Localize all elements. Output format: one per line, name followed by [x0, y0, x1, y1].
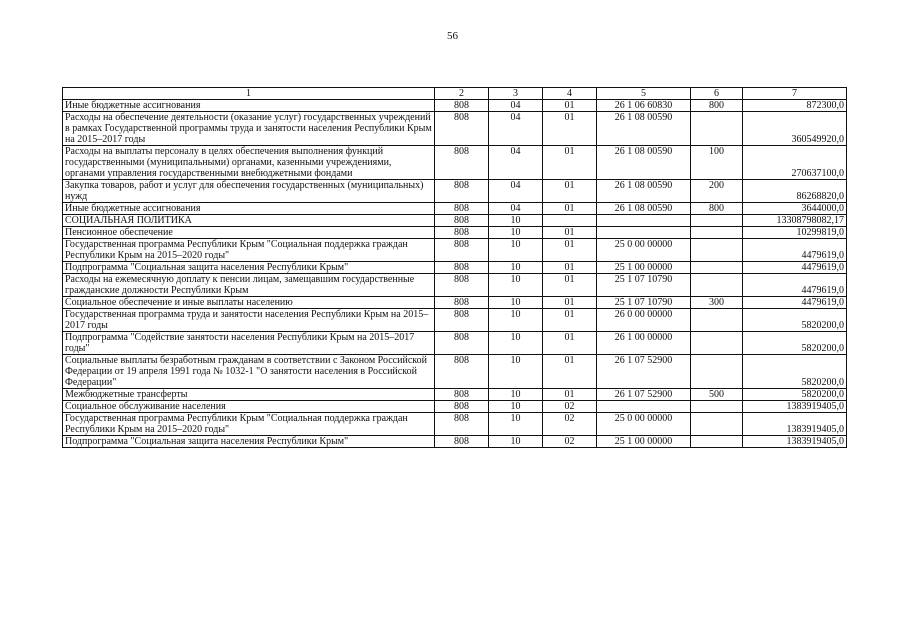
cell-expense-type [691, 215, 743, 227]
cell-expense-type [691, 436, 743, 448]
cell-target-item: 26 1 08 00590 [597, 146, 691, 180]
cell-amount: 4479619,0 [743, 297, 847, 309]
cell-amount: 10299819,0 [743, 227, 847, 239]
cell-name: Межбюджетные трансферты [63, 389, 435, 401]
table-row [63, 112, 847, 146]
budget-table [62, 87, 847, 448]
cell-admin-code: 808 [435, 297, 489, 309]
cell-expense-type [691, 239, 743, 262]
cell-section: 10 [489, 274, 543, 297]
cell-subsection: 01 [543, 332, 597, 355]
cell-subsection: 01 [543, 227, 597, 239]
cell-target-item: 25 1 00 00000 [597, 436, 691, 448]
table-row [63, 332, 847, 355]
table-row [63, 413, 847, 436]
cell-admin-code: 808 [435, 146, 489, 180]
header-cell: 2 [435, 88, 489, 100]
cell-admin-code: 808 [435, 309, 489, 332]
cell-subsection: 02 [543, 413, 597, 436]
cell-amount: 1383919405,0 [743, 401, 847, 413]
cell-target-item: 26 1 06 60830 [597, 100, 691, 112]
cell-expense-type [691, 227, 743, 239]
cell-target-item [597, 215, 691, 227]
cell-admin-code: 808 [435, 215, 489, 227]
cell-subsection: 01 [543, 389, 597, 401]
cell-subsection: 02 [543, 436, 597, 448]
table-row [63, 401, 847, 413]
cell-target-item: 26 0 00 00000 [597, 309, 691, 332]
cell-amount: 872300,0 [743, 100, 847, 112]
cell-section: 04 [489, 112, 543, 146]
cell-expense-type [691, 401, 743, 413]
cell-name: Пенсионное обеспечение [63, 227, 435, 239]
cell-subsection: 01 [543, 355, 597, 389]
cell-amount: 4479619,0 [743, 274, 847, 297]
page-number: 56 [447, 30, 458, 42]
cell-name: Социальное обслуживание населения [63, 401, 435, 413]
cell-admin-code: 808 [435, 413, 489, 436]
cell-amount: 5820200,0 [743, 355, 847, 389]
cell-name: Расходы на выплаты персоналу в целях обеспечения выполнения функций государственными (муниципальными) органами, казенными учреждениями, органами управления государственными внебюджетными фондами [63, 146, 435, 180]
cell-name: Закупка товаров, работ и услуг для обеспечения государственных (муниципальных) нужд [63, 180, 435, 203]
cell-name: Государственная программа Республики Крым "Социальная поддержка граждан Республики Крым на 2015–2020 годы" [63, 239, 435, 262]
cell-expense-type: 500 [691, 389, 743, 401]
cell-subsection [543, 215, 597, 227]
cell-amount: 5820200,0 [743, 309, 847, 332]
header-cell: 5 [597, 88, 691, 100]
table-row [63, 389, 847, 401]
cell-section: 10 [489, 436, 543, 448]
cell-section: 10 [489, 332, 543, 355]
cell-expense-type: 800 [691, 100, 743, 112]
header-cell: 1 [63, 88, 435, 100]
cell-admin-code: 808 [435, 100, 489, 112]
cell-target-item: 26 1 00 00000 [597, 332, 691, 355]
cell-amount: 4479619,0 [743, 239, 847, 262]
cell-name: Государственная программа Республики Крым "Социальная поддержка граждан Республики Крым на 2015–2020 годы" [63, 413, 435, 436]
cell-admin-code: 808 [435, 332, 489, 355]
table-row [63, 146, 847, 180]
cell-expense-type: 300 [691, 297, 743, 309]
cell-admin-code: 808 [435, 262, 489, 274]
cell-amount: 270637100,0 [743, 146, 847, 180]
cell-name: Расходы на обеспечение деятельности (оказание услуг) государственных учреждений в рамках Государственной программы труда и занятости населения Республики Крым на 2015–2017 годы [63, 112, 435, 146]
cell-section: 10 [489, 389, 543, 401]
table-row [63, 203, 847, 215]
table-header-row [63, 88, 847, 100]
table-row [63, 297, 847, 309]
cell-amount: 5820200,0 [743, 389, 847, 401]
cell-subsection: 01 [543, 112, 597, 146]
cell-name: Подпрограмма "Социальная защита населения Республики Крым" [63, 436, 435, 448]
cell-subsection: 01 [543, 100, 597, 112]
cell-name: Иные бюджетные ассигнования [63, 100, 435, 112]
cell-section: 10 [489, 227, 543, 239]
cell-section: 10 [489, 297, 543, 309]
cell-section: 04 [489, 100, 543, 112]
cell-subsection: 01 [543, 297, 597, 309]
table-row [63, 239, 847, 262]
cell-target-item: 25 0 00 00000 [597, 413, 691, 436]
cell-subsection: 02 [543, 401, 597, 413]
header-cell: 7 [743, 88, 847, 100]
cell-amount: 360549920,0 [743, 112, 847, 146]
cell-admin-code: 808 [435, 389, 489, 401]
cell-expense-type [691, 262, 743, 274]
cell-target-item: 26 1 08 00590 [597, 203, 691, 215]
cell-subsection: 01 [543, 180, 597, 203]
cell-subsection: 01 [543, 239, 597, 262]
table-row [63, 227, 847, 239]
cell-name: Государственная программа труда и занятости населения Республики Крым на 2015–2017 годы [63, 309, 435, 332]
header-cell: 4 [543, 88, 597, 100]
cell-name: Иные бюджетные ассигнования [63, 203, 435, 215]
cell-amount: 86268820,0 [743, 180, 847, 203]
cell-section: 10 [489, 215, 543, 227]
cell-section: 04 [489, 203, 543, 215]
cell-name: Расходы на ежемесячную доплату к пенсии лицам, замещавшим государственные гражданские должности Республики Крым [63, 274, 435, 297]
cell-section: 04 [489, 180, 543, 203]
cell-expense-type: 200 [691, 180, 743, 203]
cell-expense-type: 800 [691, 203, 743, 215]
cell-amount: 1383919405,0 [743, 413, 847, 436]
cell-name: СОЦИАЛЬНАЯ ПОЛИТИКА [63, 215, 435, 227]
cell-name: Подпрограмма "Социальная защита населения Республики Крым" [63, 262, 435, 274]
cell-expense-type [691, 355, 743, 389]
cell-expense-type: 100 [691, 146, 743, 180]
cell-target-item [597, 227, 691, 239]
cell-expense-type [691, 413, 743, 436]
cell-expense-type [691, 332, 743, 355]
cell-amount: 3644000,0 [743, 203, 847, 215]
table-row [63, 262, 847, 274]
cell-name: Подпрограмма "Содействие занятости населения Республики Крым на 2015–2017 годы" [63, 332, 435, 355]
cell-target-item: 26 1 08 00590 [597, 112, 691, 146]
cell-target-item: 25 0 00 00000 [597, 239, 691, 262]
cell-admin-code: 808 [435, 436, 489, 448]
cell-section: 10 [489, 239, 543, 262]
header-cell: 3 [489, 88, 543, 100]
table-row [63, 436, 847, 448]
cell-admin-code: 808 [435, 274, 489, 297]
cell-admin-code: 808 [435, 112, 489, 146]
header-cell: 6 [691, 88, 743, 100]
cell-target-item: 26 1 07 52900 [597, 389, 691, 401]
table-row [63, 355, 847, 389]
cell-amount: 1383919405,0 [743, 436, 847, 448]
cell-section: 10 [489, 309, 543, 332]
cell-section: 10 [489, 355, 543, 389]
cell-section: 10 [489, 413, 543, 436]
cell-target-item: 25 1 00 00000 [597, 262, 691, 274]
cell-section: 04 [489, 146, 543, 180]
table-row [63, 100, 847, 112]
budget-table-body [63, 88, 847, 448]
cell-admin-code: 808 [435, 239, 489, 262]
cell-subsection: 01 [543, 146, 597, 180]
table-row [63, 274, 847, 297]
cell-section: 10 [489, 262, 543, 274]
cell-expense-type [691, 112, 743, 146]
cell-target-item: 25 1 07 10790 [597, 274, 691, 297]
cell-target-item: 26 1 08 00590 [597, 180, 691, 203]
table-row [63, 309, 847, 332]
cell-target-item: 25 1 07 10790 [597, 297, 691, 309]
cell-admin-code: 808 [435, 180, 489, 203]
cell-expense-type [691, 309, 743, 332]
cell-name: Социальные выплаты безработным гражданам в соответствии с Законом Российской Федерации от 19 апреля 1991 года № 1032-1 "О занятости населения в Российской Федерации" [63, 355, 435, 389]
table-row [63, 215, 847, 227]
table-row [63, 180, 847, 203]
cell-admin-code: 808 [435, 227, 489, 239]
cell-admin-code: 808 [435, 203, 489, 215]
cell-subsection: 01 [543, 309, 597, 332]
cell-amount: 13308798082,17 [743, 215, 847, 227]
cell-amount: 5820200,0 [743, 332, 847, 355]
cell-target-item [597, 401, 691, 413]
cell-subsection: 01 [543, 274, 597, 297]
cell-target-item: 26 1 07 52900 [597, 355, 691, 389]
cell-admin-code: 808 [435, 355, 489, 389]
cell-amount: 4479619,0 [743, 262, 847, 274]
cell-subsection: 01 [543, 262, 597, 274]
cell-section: 10 [489, 401, 543, 413]
cell-admin-code: 808 [435, 401, 489, 413]
cell-name: Социальное обеспечение и иные выплаты населению [63, 297, 435, 309]
cell-subsection: 01 [543, 203, 597, 215]
cell-expense-type [691, 274, 743, 297]
